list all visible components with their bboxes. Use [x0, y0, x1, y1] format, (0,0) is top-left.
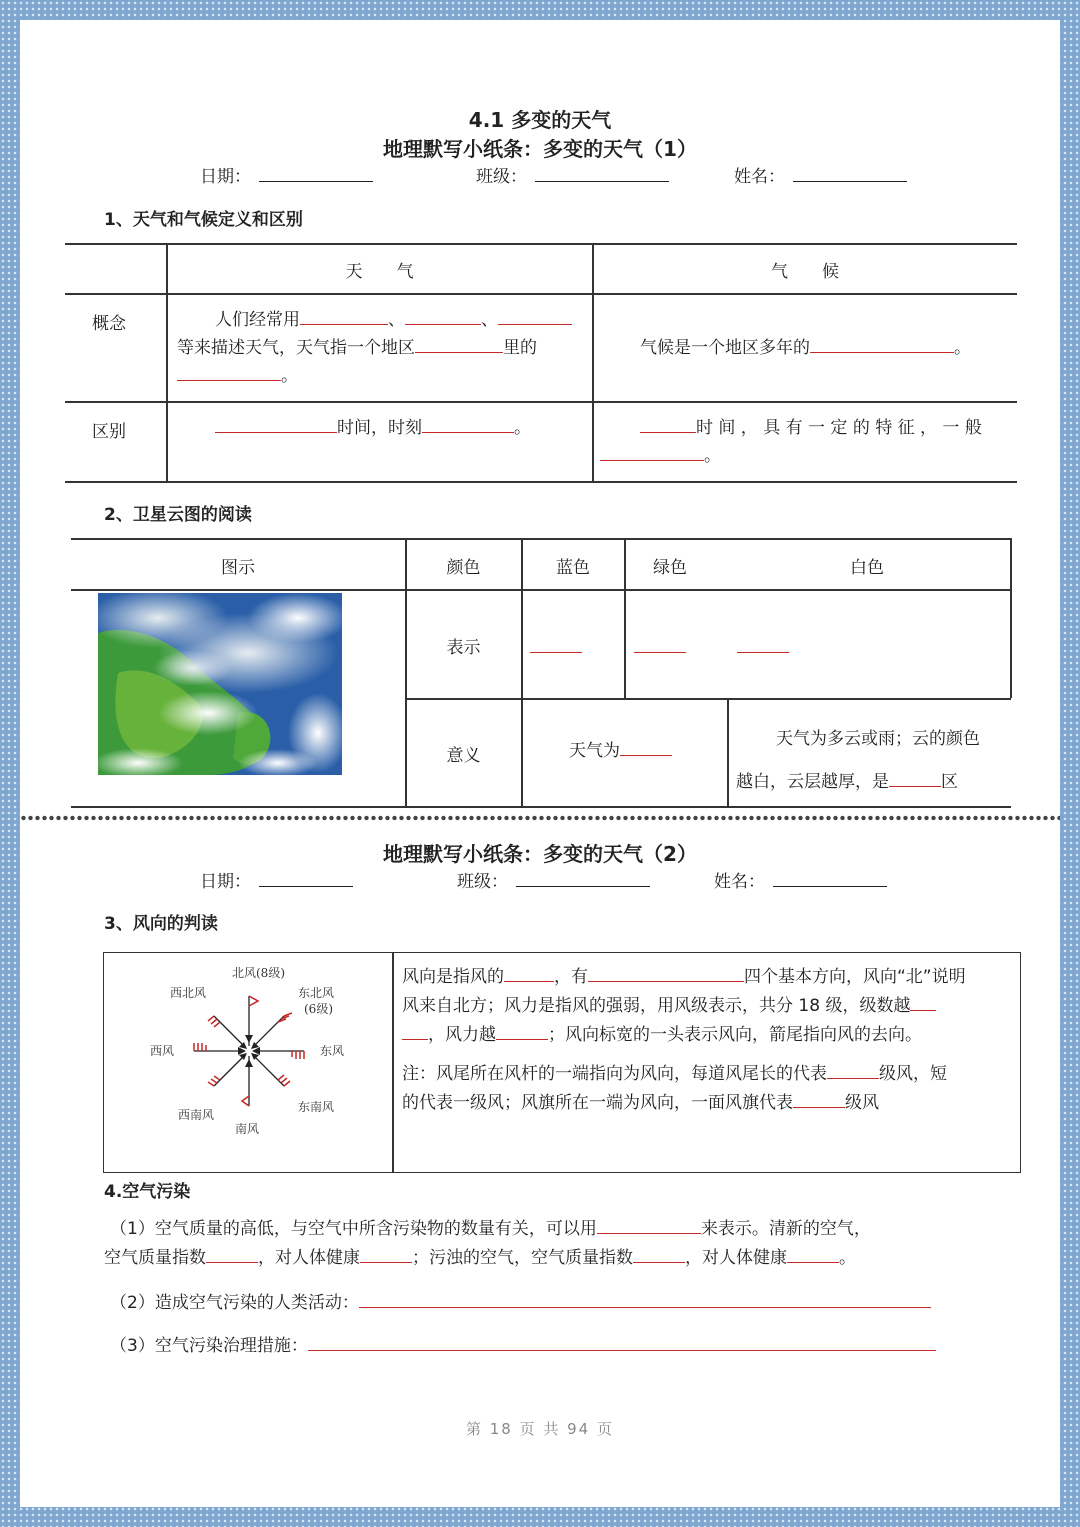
diff-climate-text: 时 间 ， 具 有 一 定 的 特 征 ， 一 般 。 [600, 414, 1010, 470]
blank[interactable] [496, 1023, 548, 1040]
date-label: 日期： [200, 872, 251, 892]
wind-box [103, 952, 1021, 1173]
worksheet-title-2: 地理默写小纸条：多变的天气（2） [383, 842, 697, 866]
blank[interactable] [827, 1062, 879, 1079]
class-label: 班级： [476, 167, 527, 187]
label-northeast-level: (6级) [304, 1002, 333, 1016]
blank[interactable] [910, 994, 936, 1011]
wind-direction-diagram [134, 961, 364, 1141]
label-north: 北风(8级) [232, 966, 285, 980]
name-field [734, 162, 907, 187]
row-concept: 概念 [92, 314, 126, 334]
blank[interactable] [504, 965, 554, 982]
concept-weather-text: 人们经常用 、 、 等来描述天气，天气指一个地区 里的 。 [177, 306, 587, 390]
blank[interactable] [600, 444, 704, 461]
section3-heading: 3、风向的判读 [104, 914, 218, 934]
blank[interactable] [640, 416, 696, 433]
cut-line [20, 814, 1060, 822]
class-blank[interactable] [535, 165, 669, 182]
name-blank[interactable] [793, 165, 907, 182]
date-blank[interactable] [259, 870, 353, 887]
row-meaning: 意义 [446, 746, 481, 766]
wind-text: 风向是指风的 ，有 四个基本方向，风向“北”说明 风来自北方；风力是指风的强弱，用风级表示，共分 18 级，级数越 ，风力越 ；风向标宽的一头表示风向，箭尾指向风的去向。 注：风尾所在风杆的一端指向为风向，每道风尾长的代表 级风，短 的代表一级风；风旗所在一端为风向，一面风旗代表 级风 [402, 967, 966, 1113]
date-field [200, 162, 373, 187]
section2-heading: 2、卫星云图的阅读 [104, 505, 252, 525]
header-blue: 蓝色 [556, 558, 590, 578]
blank[interactable] [308, 1334, 936, 1351]
blank[interactable] [498, 308, 572, 325]
row-difference: 区别 [92, 422, 126, 442]
class-field [476, 162, 669, 187]
name-label: 姓名： [734, 167, 785, 187]
row-represent: 表示 [446, 638, 481, 658]
class-label: 班级： [457, 872, 508, 892]
blank[interactable] [620, 739, 672, 756]
header-white: 白色 [850, 558, 884, 578]
label-southwest: 西南风 [178, 1108, 215, 1122]
blank[interactable] [215, 416, 337, 433]
blank[interactable] [405, 308, 481, 325]
pollution-q1: （1）空气质量的高低，与空气中所含污染物的数量有关，可以用 来表示。清新的空气， 空气质量指数 ，对人体健康 ；污浊的空气，空气质量指数 ，对人体健康 。 [104, 1219, 871, 1268]
col-climate: 气 候 [771, 262, 839, 282]
name-blank[interactable] [773, 870, 887, 887]
blank[interactable] [422, 416, 514, 433]
blank[interactable] [633, 1246, 685, 1263]
blank[interactable] [359, 1291, 931, 1308]
section1-heading: 1、天气和气候定义和区别 [104, 210, 303, 230]
date-field-2 [200, 867, 353, 892]
class-blank[interactable] [516, 870, 650, 887]
blank[interactable] [889, 770, 941, 787]
worksheet-title-1: 地理默写小纸条：多变的天气（1） [383, 137, 697, 161]
blank[interactable] [177, 364, 281, 381]
label-northwest: 西北风 [170, 986, 207, 1000]
concept-climate-text: 气候是一个地区多年的 。 [640, 338, 971, 358]
blank[interactable] [530, 636, 582, 653]
header-color: 颜色 [446, 558, 481, 578]
date-blank[interactable] [259, 165, 373, 182]
label-south: 南风 [235, 1122, 260, 1136]
blank[interactable] [787, 1246, 839, 1263]
blank[interactable] [300, 308, 388, 325]
blank[interactable] [415, 336, 503, 353]
pollution-q3: （3）空气污染治理措施： [110, 1331, 936, 1356]
blank[interactable] [360, 1246, 412, 1263]
satellite-cloud-image [98, 593, 342, 775]
worksheet-page [20, 20, 1060, 1507]
label-east: 东风 [320, 1044, 345, 1058]
col-weather: 天 气 [345, 262, 414, 282]
meaning-white-text: 天气为多云或雨；云的颜色 越白，云层越厚，是 区 [736, 729, 980, 792]
page-footer: 第 18 页 共 94 页 [465, 1420, 614, 1438]
meaning-blue-text: 天气为 [569, 737, 672, 765]
blank[interactable] [634, 636, 686, 653]
blank[interactable] [597, 1217, 701, 1234]
blank[interactable] [793, 1091, 845, 1108]
blank[interactable] [737, 636, 789, 653]
lesson-title: 4.1 多变的天气 [468, 108, 612, 132]
pollution-q2: （2）造成空气污染的人类活动： [110, 1288, 931, 1313]
blank[interactable] [810, 336, 954, 353]
header-green: 绿色 [653, 558, 687, 578]
blank[interactable] [206, 1246, 258, 1263]
diff-weather-text: 时间，时刻 。 [215, 414, 531, 442]
header-image: 图示 [221, 558, 255, 578]
section4-heading: 4.空气污染 [104, 1182, 191, 1202]
blank[interactable] [402, 1023, 428, 1040]
class-field-2 [457, 867, 650, 892]
blank[interactable] [588, 965, 744, 982]
name-label: 姓名： [714, 872, 765, 892]
label-west: 西风 [150, 1044, 175, 1058]
label-southeast: 东南风 [298, 1100, 335, 1114]
label-northeast: 东北风 [298, 986, 335, 1000]
name-field-2 [714, 867, 887, 892]
date-label: 日期： [200, 167, 251, 187]
